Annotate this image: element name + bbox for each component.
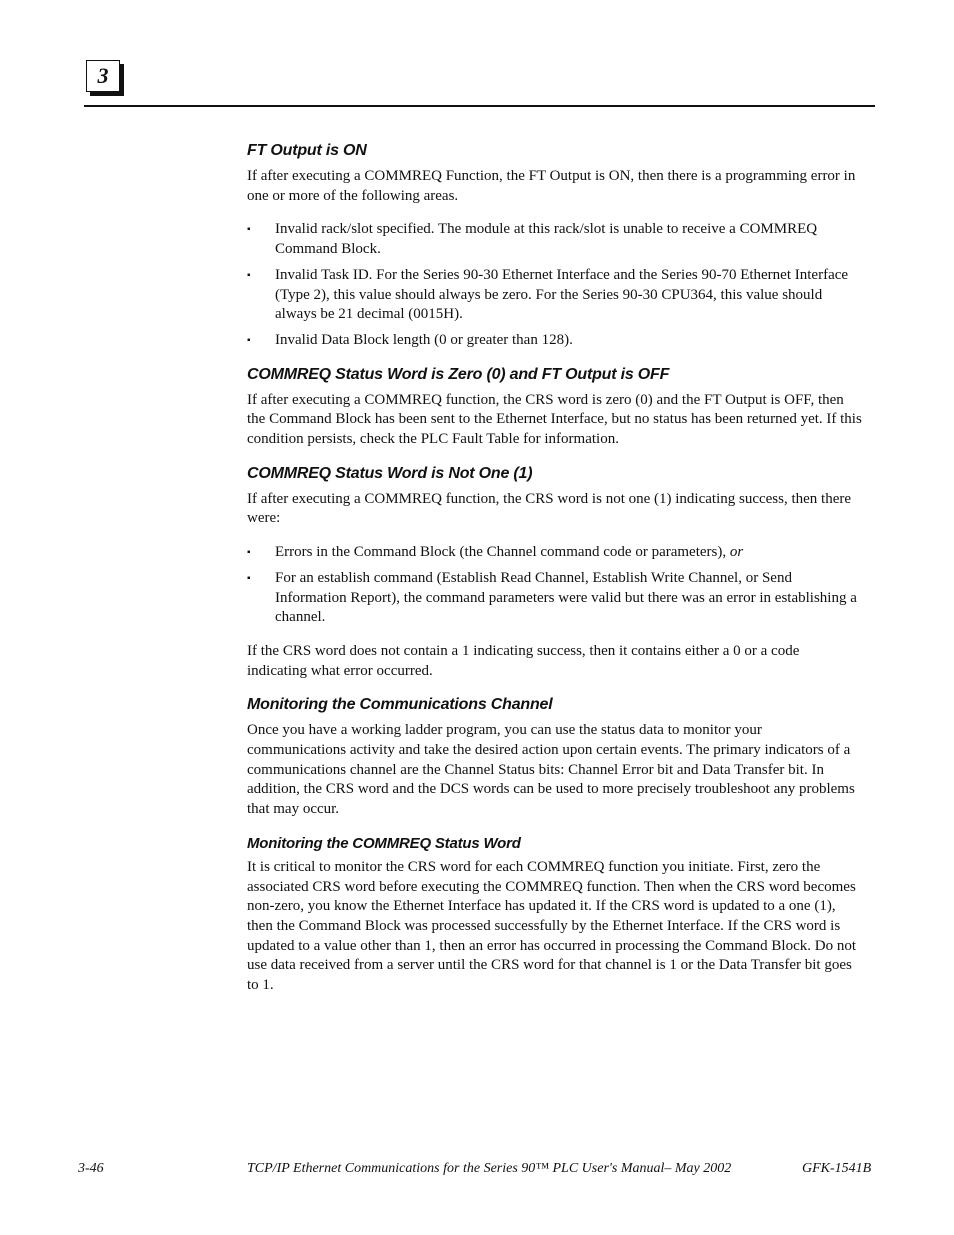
list-item-text: Invalid Data Block length (0 or greater than 128). xyxy=(275,331,573,348)
list-item xyxy=(247,543,862,563)
subsection-heading-monitoring-status-word: Monitoring the COMMREQ Status Word xyxy=(247,834,521,852)
paragraph: If the CRS word does not contain a 1 indicating success, then it contains either a 0 or a code indicating what error occurred. xyxy=(247,642,800,679)
bullet-icon: ▪ xyxy=(247,334,251,346)
list-item xyxy=(247,220,862,259)
bullet-list xyxy=(247,220,862,350)
paragraph: If after executing a COMMREQ function, the CRS word is zero (0) and the FT Output is OFF, then the Command Block has been sent to the Ethernet Interface, but no status has been returned yet. If this condition persists, check the PLC Fault Table for information. xyxy=(247,391,862,448)
paragraph: It is critical to monitor the CRS word for each COMMREQ function you initiate. First, zero the associated CRS word before executing the COMMREQ function. Then when the CRS word becomes non-zero, you know the Ethernet Interface has updated it. If the CRS word is updated to a one (1), then the Command Block was processed successfully by the Ethernet Interface. If the CRS word is updated to a value other than 1, then an error has occurred in processing the Command Block. Do not use data received from a server until the CRS word for that channel is 1 or the Data Transfer bit goes to 1. xyxy=(247,858,856,994)
footer-title: TCP/IP Ethernet Communications for the Series 90™ PLC User's Manual– May 2002 xyxy=(247,1161,732,1176)
bullet-icon: ▪ xyxy=(247,224,251,236)
list-item-text: Errors in the Command Block (the Channel command code or parameters), xyxy=(275,544,730,561)
list-item-text: Invalid rack/slot specified. The module at this rack/slot is unable to receive a COMMREQ Command Block. xyxy=(275,221,818,258)
paragraph: If after executing a COMMREQ Function, the FT Output is ON, then there is a programming error in one or more of the following areas. xyxy=(247,168,856,204)
paragraph: If after executing a COMMREQ function, the CRS word is not one (1) indicating success, then there were: xyxy=(247,490,852,527)
section-heading-status-zero: COMMREQ Status Word is Zero (0) and FT Output is OFF xyxy=(247,365,670,383)
section-heading-status-not-one: COMMREQ Status Word is Not One (1) xyxy=(247,464,533,482)
list-item-text: For an establish command (Establish Read Channel, Establish Write Channel, or Send Information Report), the command parameters were valid but there was an error in establishing a channel. xyxy=(275,569,857,626)
header-rule xyxy=(84,105,875,107)
list-item xyxy=(247,569,862,628)
footer-doc-id: GFK-1541B xyxy=(802,1161,872,1176)
list-item-text: Invalid Task ID. For the Series 90-30 Ethernet Interface and the Series 90-70 Ethernet Interface (Type 2), this value should always be zero. For the Series 90-30 CPU364, this value should always be 21 decimal (0015H). xyxy=(275,266,849,323)
chapter-number-box: 3 xyxy=(86,60,120,92)
paragraph: Once you have a working ladder program, you can use the status data to monitor your communications activity and take the desired action upon certain events. The primary indicators of a communications channel are the Channel Status bits: Channel Error bit and Data Transfer bit. In addition, the CRS word and the DCS words can be used to more precisely troubleshoot any problems that may occur. xyxy=(247,722,855,818)
footer-page-number: 3-46 xyxy=(78,1161,104,1176)
bullet-icon: ▪ xyxy=(247,572,251,584)
bullet-icon: ▪ xyxy=(247,269,251,281)
list-item xyxy=(247,266,862,325)
section-heading-ft-output-on: FT Output is ON xyxy=(247,142,367,159)
list-item xyxy=(247,331,862,351)
bullet-icon: ▪ xyxy=(247,547,251,559)
section-heading-monitoring-channel: Monitoring the Communications Channel xyxy=(247,696,553,714)
page-content xyxy=(247,141,862,1010)
bullet-list xyxy=(247,543,862,628)
list-item-emphasis: or xyxy=(729,544,744,561)
